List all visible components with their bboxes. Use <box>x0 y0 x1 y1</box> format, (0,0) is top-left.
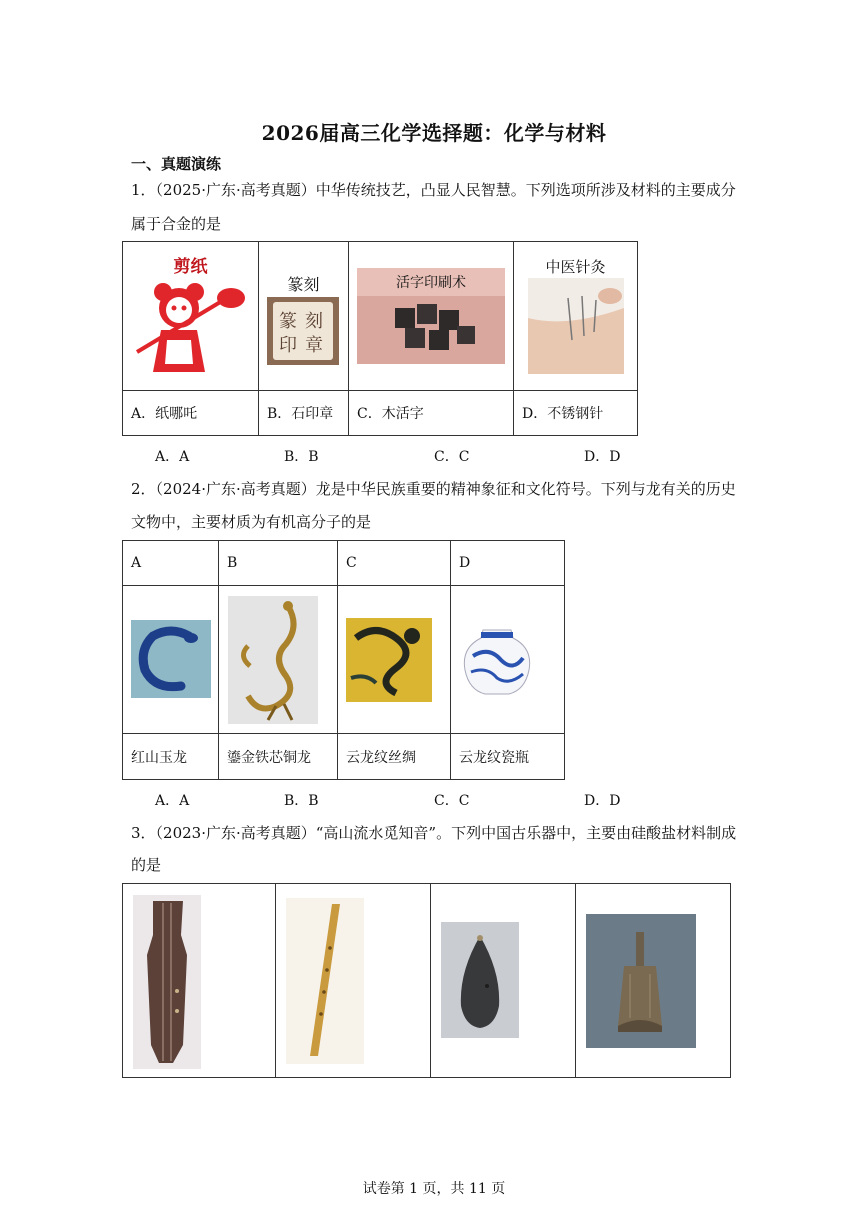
jade-dragon-image <box>131 620 211 698</box>
q1-cell-d-image <box>514 242 638 391</box>
q3-table <box>122 883 731 1078</box>
svg-text:篆: 篆 <box>279 311 297 332</box>
q1-option-b[interactable]: B．B <box>284 449 319 465</box>
q2-label-b: 鎏金铁芯铜龙 <box>219 734 338 780</box>
bronze-bell-image <box>586 914 696 1048</box>
silk-dragon-image <box>346 618 432 702</box>
section-heading: 一、真题演练 <box>131 155 222 173</box>
q2-option-d[interactable]: D．D <box>584 793 621 809</box>
q1-label-b: B．石印章 <box>259 391 349 436</box>
q1-cell-c-image <box>349 242 514 391</box>
q2-option-a[interactable]: A．A <box>155 793 190 809</box>
q2-header-c: C <box>338 541 451 586</box>
q2-option-b[interactable]: B．B <box>284 793 319 809</box>
q2-label-c: 云龙纹丝绸 <box>338 734 451 780</box>
q2-label-d: 云龙纹瓷瓶 <box>451 734 565 780</box>
q2-option-c[interactable]: C．C <box>434 793 470 809</box>
q1-text-line2: 属于合金的是 <box>131 215 222 233</box>
stone-seal-image <box>267 297 339 365</box>
movable-type-caption: 活字印刷术 <box>396 275 466 291</box>
q1-label-c: C．木活字 <box>349 391 514 436</box>
q3-cell-a-image <box>123 884 276 1078</box>
svg-text:印: 印 <box>279 335 297 356</box>
q1-cell-b-image <box>259 242 349 391</box>
q2-header-d: D <box>451 541 565 586</box>
q2-cell-b-image <box>219 586 338 734</box>
q2-header-a: A <box>123 541 219 586</box>
acupuncture-caption: 中医针灸 <box>545 258 606 276</box>
paper-cut-caption: 剪纸 <box>173 257 208 277</box>
q1-options <box>0 446 868 466</box>
q1-text-line1: 1．（2025·广东·高考真题）中华传统技艺，凸显人民智慧。下列选项所涉及材料的主要成分 <box>131 181 736 199</box>
page-footer: 试卷第 1 页，共 11 页 <box>362 1181 506 1197</box>
q1-cell-a-image <box>123 242 259 391</box>
q2-cell-c-image <box>338 586 451 734</box>
paper-cut-nezha-image <box>131 280 251 380</box>
bone-flute-image <box>286 898 364 1064</box>
q1-label-a: A．纸哪吒 <box>123 391 259 436</box>
q1-option-c[interactable]: C．C <box>434 449 470 465</box>
acupuncture-needles-image <box>528 278 624 374</box>
q3-cell-b-image <box>276 884 431 1078</box>
q3-cell-c-image <box>431 884 576 1078</box>
q1-option-d[interactable]: D．D <box>584 449 621 465</box>
q2-table <box>122 540 565 780</box>
q2-text-line2: 文物中，主要材质为有机高分子的是 <box>131 513 372 531</box>
clay-xun-image <box>441 922 519 1038</box>
page-title: 2026届高三化学选择题：化学与材料 <box>261 121 607 145</box>
q2-cell-d-image <box>451 586 565 734</box>
q2-text-line1: 2．（2024·广东·高考真题）龙是中华民族重要的精神象征和文化符号。下列与龙有关的历史 <box>131 480 736 498</box>
q3-text-line1: 3．（2023·广东·高考真题）“高山流水觅知音”。下列中国古乐器中，主要由硅酸盐材料制成 <box>131 824 737 842</box>
q1-option-a[interactable]: A．A <box>155 449 190 465</box>
q1-table <box>122 241 638 436</box>
q2-options <box>0 790 868 810</box>
seal-carving-caption: 篆刻 <box>287 275 320 294</box>
porcelain-vase-image <box>459 626 535 696</box>
guqin-image <box>133 895 201 1069</box>
gilded-dragon-image <box>228 596 318 724</box>
q3-text-line2: 的是 <box>131 856 162 874</box>
q1-label-d: D．不锈钢针 <box>514 391 638 436</box>
svg-text:刻: 刻 <box>305 311 323 332</box>
q2-label-a: 红山玉龙 <box>123 734 219 780</box>
q2-cell-a-image <box>123 586 219 734</box>
q2-header-b: B <box>219 541 338 586</box>
q3-cell-d-image <box>576 884 731 1078</box>
svg-text:章: 章 <box>305 335 323 356</box>
